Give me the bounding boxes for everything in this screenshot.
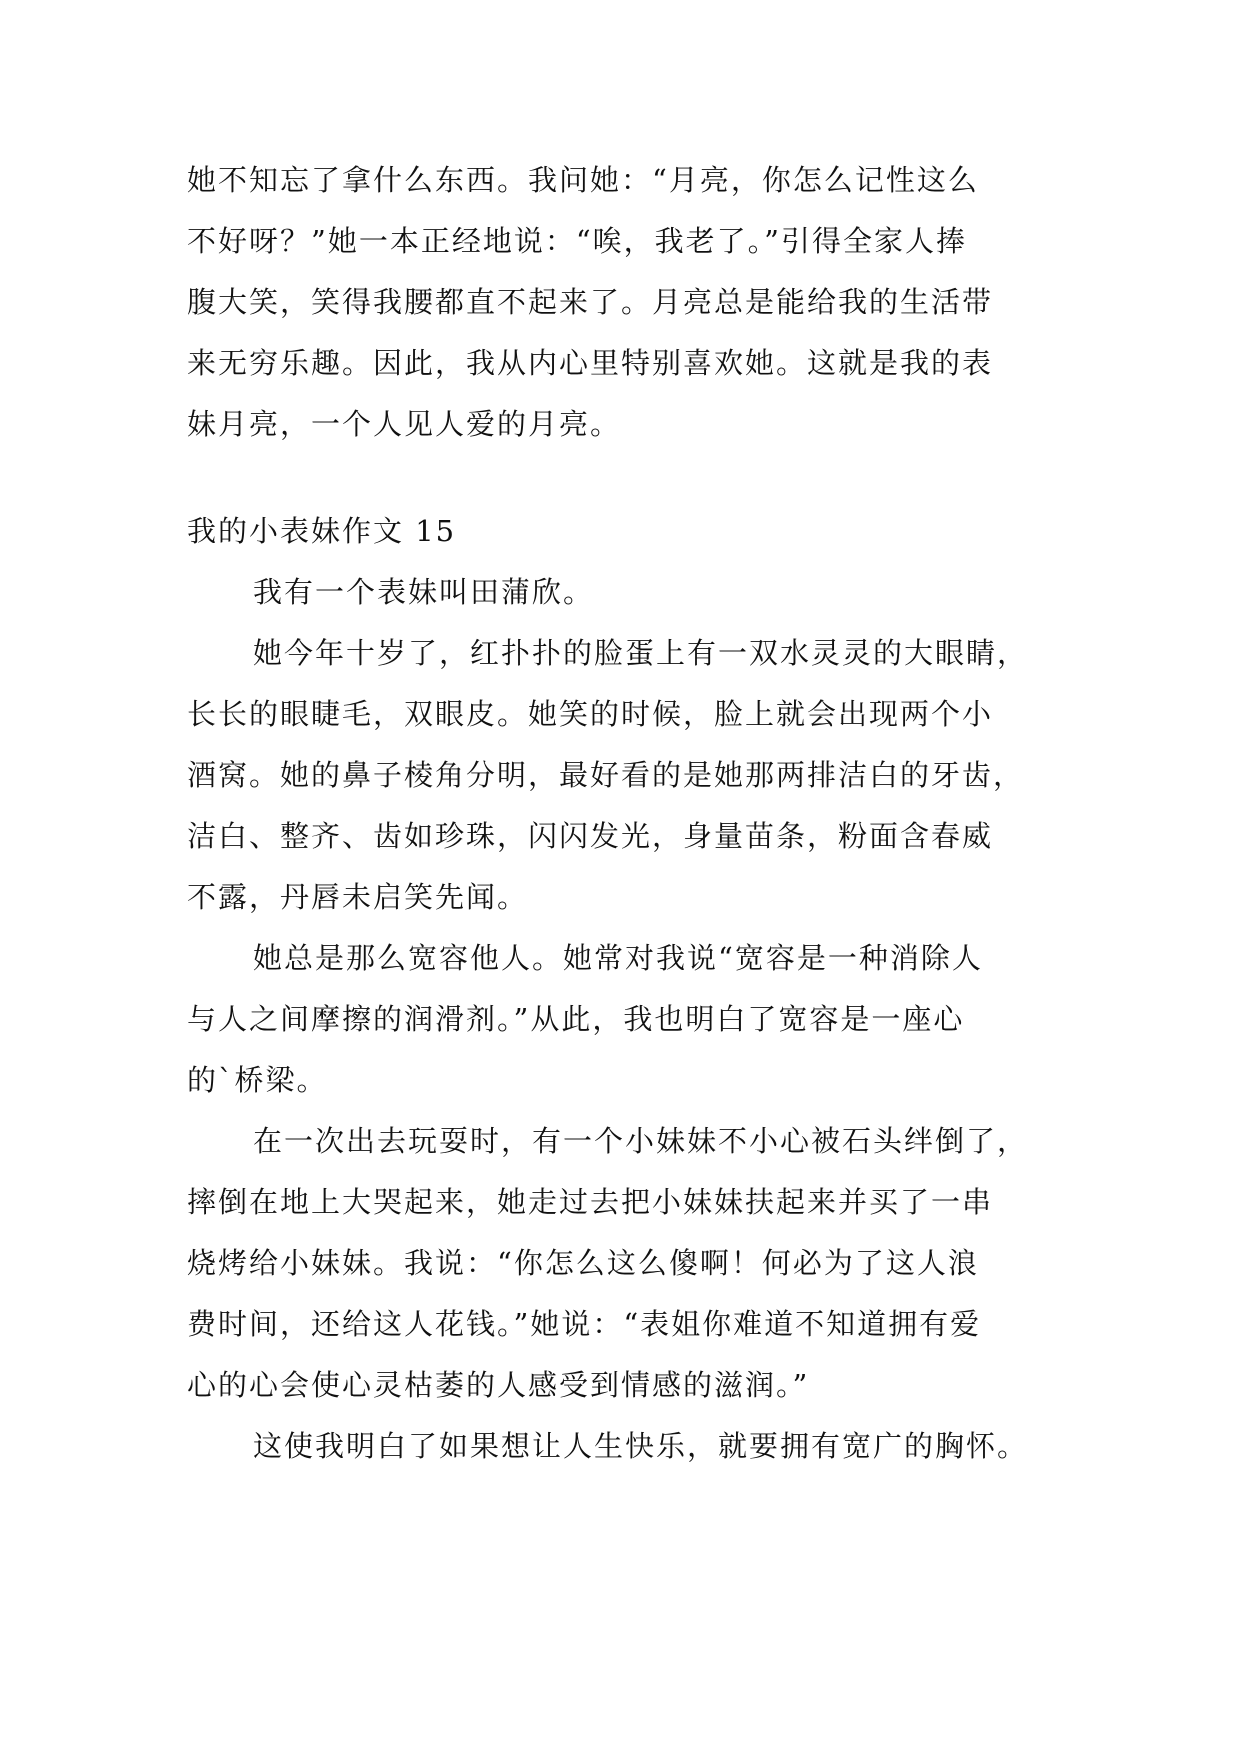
text-line: 酒窝。她的鼻子棱角分明，最好看的是她那两排洁白的牙齿， — [187, 758, 1025, 792]
text-line: 费时间，还给这人花钱。”她说：“表姐你难道不知道拥有爱 — [187, 1307, 982, 1341]
essay-title: 我的小表妹作文 15 — [187, 514, 457, 548]
text-line: 与人之间摩擦的润滑剂。”从此，我也明白了宽容是一座心 — [187, 1002, 965, 1036]
text-line: 来无穷乐趣。因此，我从内心里特别喜欢她。这就是我的表 — [187, 346, 994, 380]
paragraph — [187, 1416, 1057, 1477]
text-line: 摔倒在地上大哭起来，她走过去把小妹妹扶起来并买了一串 — [187, 1185, 994, 1219]
paragraph — [187, 562, 1057, 623]
text-line: 洁白、整齐、齿如珍珠，闪闪发光，身量苗条，粉面含春威 — [187, 819, 994, 853]
text-line: 不好呀？”她一本正经地说：“唉，我老了。”引得全家人捧 — [187, 224, 967, 258]
text-line: 她总是那么宽容他人。她常对我说“宽容是一种消除人 — [253, 941, 983, 975]
text-line: 的`桥梁。 — [187, 1063, 328, 1097]
paragraph — [187, 928, 1057, 1111]
text-line: 我有一个表妹叫田蒲欣。 — [253, 575, 595, 609]
text-line: 她今年十岁了，红扑扑的脸蛋上有一双水灵灵的大眼睛， — [253, 636, 1029, 670]
paragraph — [187, 1111, 1057, 1416]
previous-essay-ending — [187, 150, 1057, 455]
text-line: 腹大笑，笑得我腰都直不起来了。月亮总是能给我的生活带 — [187, 285, 994, 319]
text-line: 长长的眼睫毛，双眼皮。她笑的时候，脸上就会出现两个小 — [187, 697, 994, 731]
text-line: 她不知忘了拿什么东西。我问她：“月亮，你怎么记性这么 — [187, 163, 979, 197]
text-line: 这使我明白了如果想让人生快乐，就要拥有宽广的胸怀。 — [253, 1429, 1029, 1463]
text-line: 妹月亮，一个人见人爱的月亮。 — [187, 407, 622, 441]
text-line: 烧烤给小妹妹。我说：“你怎么这么傻啊！何必为了这人浪 — [187, 1246, 979, 1280]
text-line: 不露，丹唇未启笑先闻。 — [187, 880, 529, 914]
essay-body — [187, 501, 1057, 1477]
text-line: 在一次出去玩耍时，有一个小妹妹不小心被石头绊倒了， — [253, 1124, 1029, 1158]
paragraph — [187, 623, 1057, 928]
text-line: 心的心会使心灵枯萎的人感受到情感的滋润。” — [187, 1368, 810, 1402]
